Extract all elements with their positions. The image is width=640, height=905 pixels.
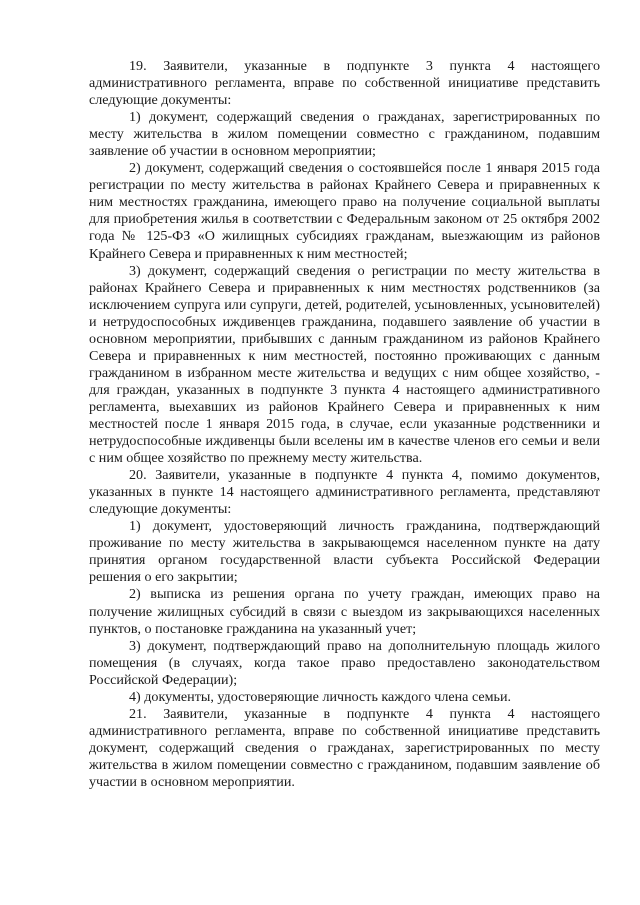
paragraph-19-item-1: 1) документ, содержащий сведения о гражданах, зарегистрированных по месту жительства в жилом помещении совместно с гражданином, подавшим заявление об участии в основном мероприятии; [89,109,600,160]
paragraph-19-item-2: 2) документ, содержащий сведения о состоявшейся после 1 января 2015 года регистрации по месту жительства в районах Крайнего Севера и приравненных к ним местностях гражданина, имеющего право на получение социальной выплаты для приобретения жилья в соответствии с Федеральным законом от 25 октября 2002 года № 125-ФЗ «О жилищных субсидиях гражданам, выезжающим из районов Крайнего Севера и приравненных к ним местностей; [89,160,600,262]
paragraph-20: 20. Заявители, указанные в подпункте 4 пункта 4, помимо документов, указанных в пункте 14 настоящего административного регламента, представляют следующие документы: [89,467,600,518]
paragraph-20-item-3: 3) документ, подтверждающий право на дополнительную площадь жилого помещения (в случаях, когда такое право предоставлено законодательством Российской Федерации); [89,637,600,688]
paragraph-19: 19. Заявители, указанные в подпункте 3 пункта 4 настоящего административного регламента, вправе по собственной инициативе представить следующие документы: [89,58,600,109]
paragraph-20-item-1: 1) документ, удостоверяющий личность гражданина, подтверждающий проживание по месту жительства в закрывающемся населенном пункте на дату принятия органом государственной власти субъекта Российской Федерации решения о его закрытии; [89,518,600,586]
paragraph-20-item-4: 4) документы, удостоверяющие личность каждого члена семьи. [129,688,512,705]
paragraph-21: 21. Заявители, указанные в подпункте 4 пункта 4 настоящего административного регламента, вправе по собственной инициативе представить документ, содержащий сведения о гражданах, зарегистрированных по месту жительства в жилом помещении совместно с гражданином, подавшим заявление об участии в основном мероприятии. [89,705,600,790]
paragraph-20-item-2: 2) выписка из решения органа по учету граждан, имеющих право на получение жилищных субсидий в связи с выездом из закрывающихся населенных пунктов, о постановке гражданина на указанный учет; [89,586,600,637]
paragraph-19-item-3: 3) документ, содержащий сведения о регистрации по месту жительства в районах Крайнего Севера и приравненных к ним местностях родственников (за исключением супруга или супруги, детей, родителей, усыновленных, усыновителей) и нетрудоспособных иждивенцев гражданина, подавшего заявление об участии в основном мероприятии, прибывших с данным гражданином из районов Крайнего Севера и приравненных к ним местностей, постоянно проживающих с данным гражданином в избранном месте жительства и ведущих с ним общее хозяйство, - для граждан, указанных в подпункте 3 пункта 4 настоящего административного регламента, выехавших из районов Крайнего Севера и приравненных к ним местностей после 1 января 2015 года, в случае, если указанные родственники и нетрудоспособные иждивенцы были вселены им в качестве членов его семьи и вели с ним общее хозяйство по прежнему месту жительства. [89,262,600,467]
